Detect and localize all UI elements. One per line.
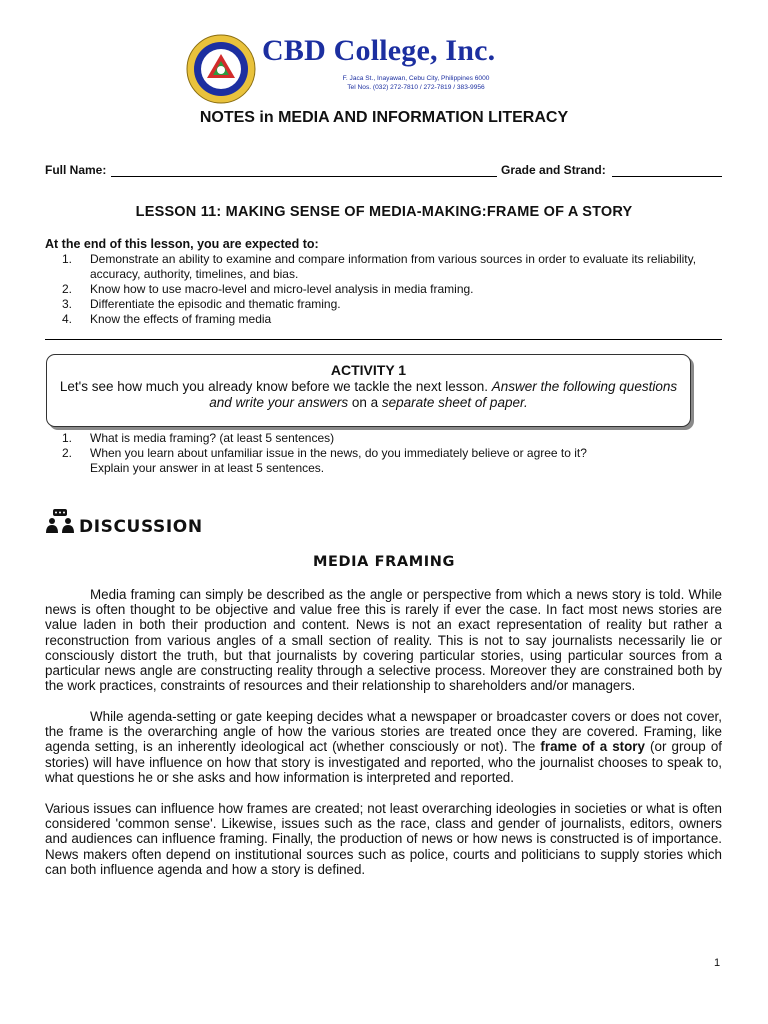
- lesson-title: LESSON 11: MAKING SENSE OF MEDIA-MAKING:FRAME OF A STORY: [135, 204, 633, 220]
- college-address: F. Jaca St., Inayawan, Cebu City, Philippines 6000 Tel Nos. (032) 272-7810 / 272-7819 / 383-9956: [342, 75, 490, 91]
- activity-box: [46, 354, 691, 427]
- paragraph-1: Media framing can simply be described as the angle or perspective from which a news story is told. While news is often thought to be objective and value free this is rarely if ever the case. In fact most news stories are value laden in both their production and content. News is not an exact representation of reality but rather a reconstruction from various angles of a small section of reality. This is not to say journalists necessarily lie or consciously distort the truth, but that journalists by covering particular stories, using particular sources from a particular news angle are constructing reality through a selective process. Moreover they are constrained both by the work practices, constraints of resources and their relationship to shareholders and/or managers.: [45, 587, 722, 694]
- objectives-heading: At the end of this lesson, you are expected to:: [45, 237, 319, 251]
- list-item: 4. Know the effects of framing media: [62, 312, 272, 326]
- list-item: 2. When you learn about unfamiliar issue in the news, do you immediately believe or agree to it? Explain your answer in at least 5 sentences.: [62, 446, 587, 475]
- discussion-people-icon: [45, 508, 75, 534]
- document-title: NOTES in MEDIA AND INFORMATION LITERACY: [199, 109, 569, 126]
- grade-strand-line[interactable]: [612, 176, 722, 177]
- paragraph-3: Various issues can influence how frames are created; not least overarching ideologies in societies or what is often considered 'common sense'. Likewise, issues such as the race, class and gender of journalists, editors, owners and audiences can influence framing. Finally, the production of news or how news is constructed is of importance. News makers often depend on institutional sources such as police, courts and politicians to supply stories which can both influence agenda and how a story is defined.: [45, 801, 722, 877]
- page-number: 1: [714, 957, 721, 969]
- discussion-heading: DISCUSSION: [79, 517, 203, 537]
- activity-title: ACTIVITY 1: [330, 362, 407, 378]
- list-item: 1. What is media framing? (at least 5 sentences): [62, 431, 335, 445]
- grade-strand-label: Grade and Strand:: [501, 163, 606, 177]
- questions-list: [62, 431, 727, 476]
- college-name: CBD College, Inc.: [262, 34, 496, 67]
- list-item: 2. Know how to use macro-level and micro-level analysis in media framing.: [62, 282, 474, 296]
- list-item: 1. Demonstrate an ability to examine and compare information from various sources in order to evaluate its reliability, accuracy, authority, timelines, and bias.: [62, 252, 697, 281]
- college-seal-logo: [186, 34, 256, 104]
- section-title: MEDIA FRAMING: [313, 554, 455, 570]
- list-item: 3. Differentiate the episodic and thematic framing.: [62, 297, 341, 311]
- full-name-label: Full Name:: [45, 163, 107, 177]
- full-name-line[interactable]: [111, 176, 497, 177]
- activity-instructions: Let's see how much you already know before we tackle the next lesson. Answer the following questions and write your answers on a separate sheet of paper.: [59, 379, 678, 410]
- objectives-list: [62, 252, 727, 327]
- paragraph-2: While agenda-setting or gate keeping decides what a newspaper or broadcaster covers or does not cover, the frame is the overarching angle of how the various stories are treated once they are covered. Framing, like agenda setting, is an inherently ideological act (whether consciously or not). The frame of a story (or group of stories) will have influence on how that story is investigated and reported, who the journalist chooses to speak to, what questions he or she asks and how information is interpreted and reported.: [45, 709, 722, 785]
- section-divider: [45, 339, 722, 340]
